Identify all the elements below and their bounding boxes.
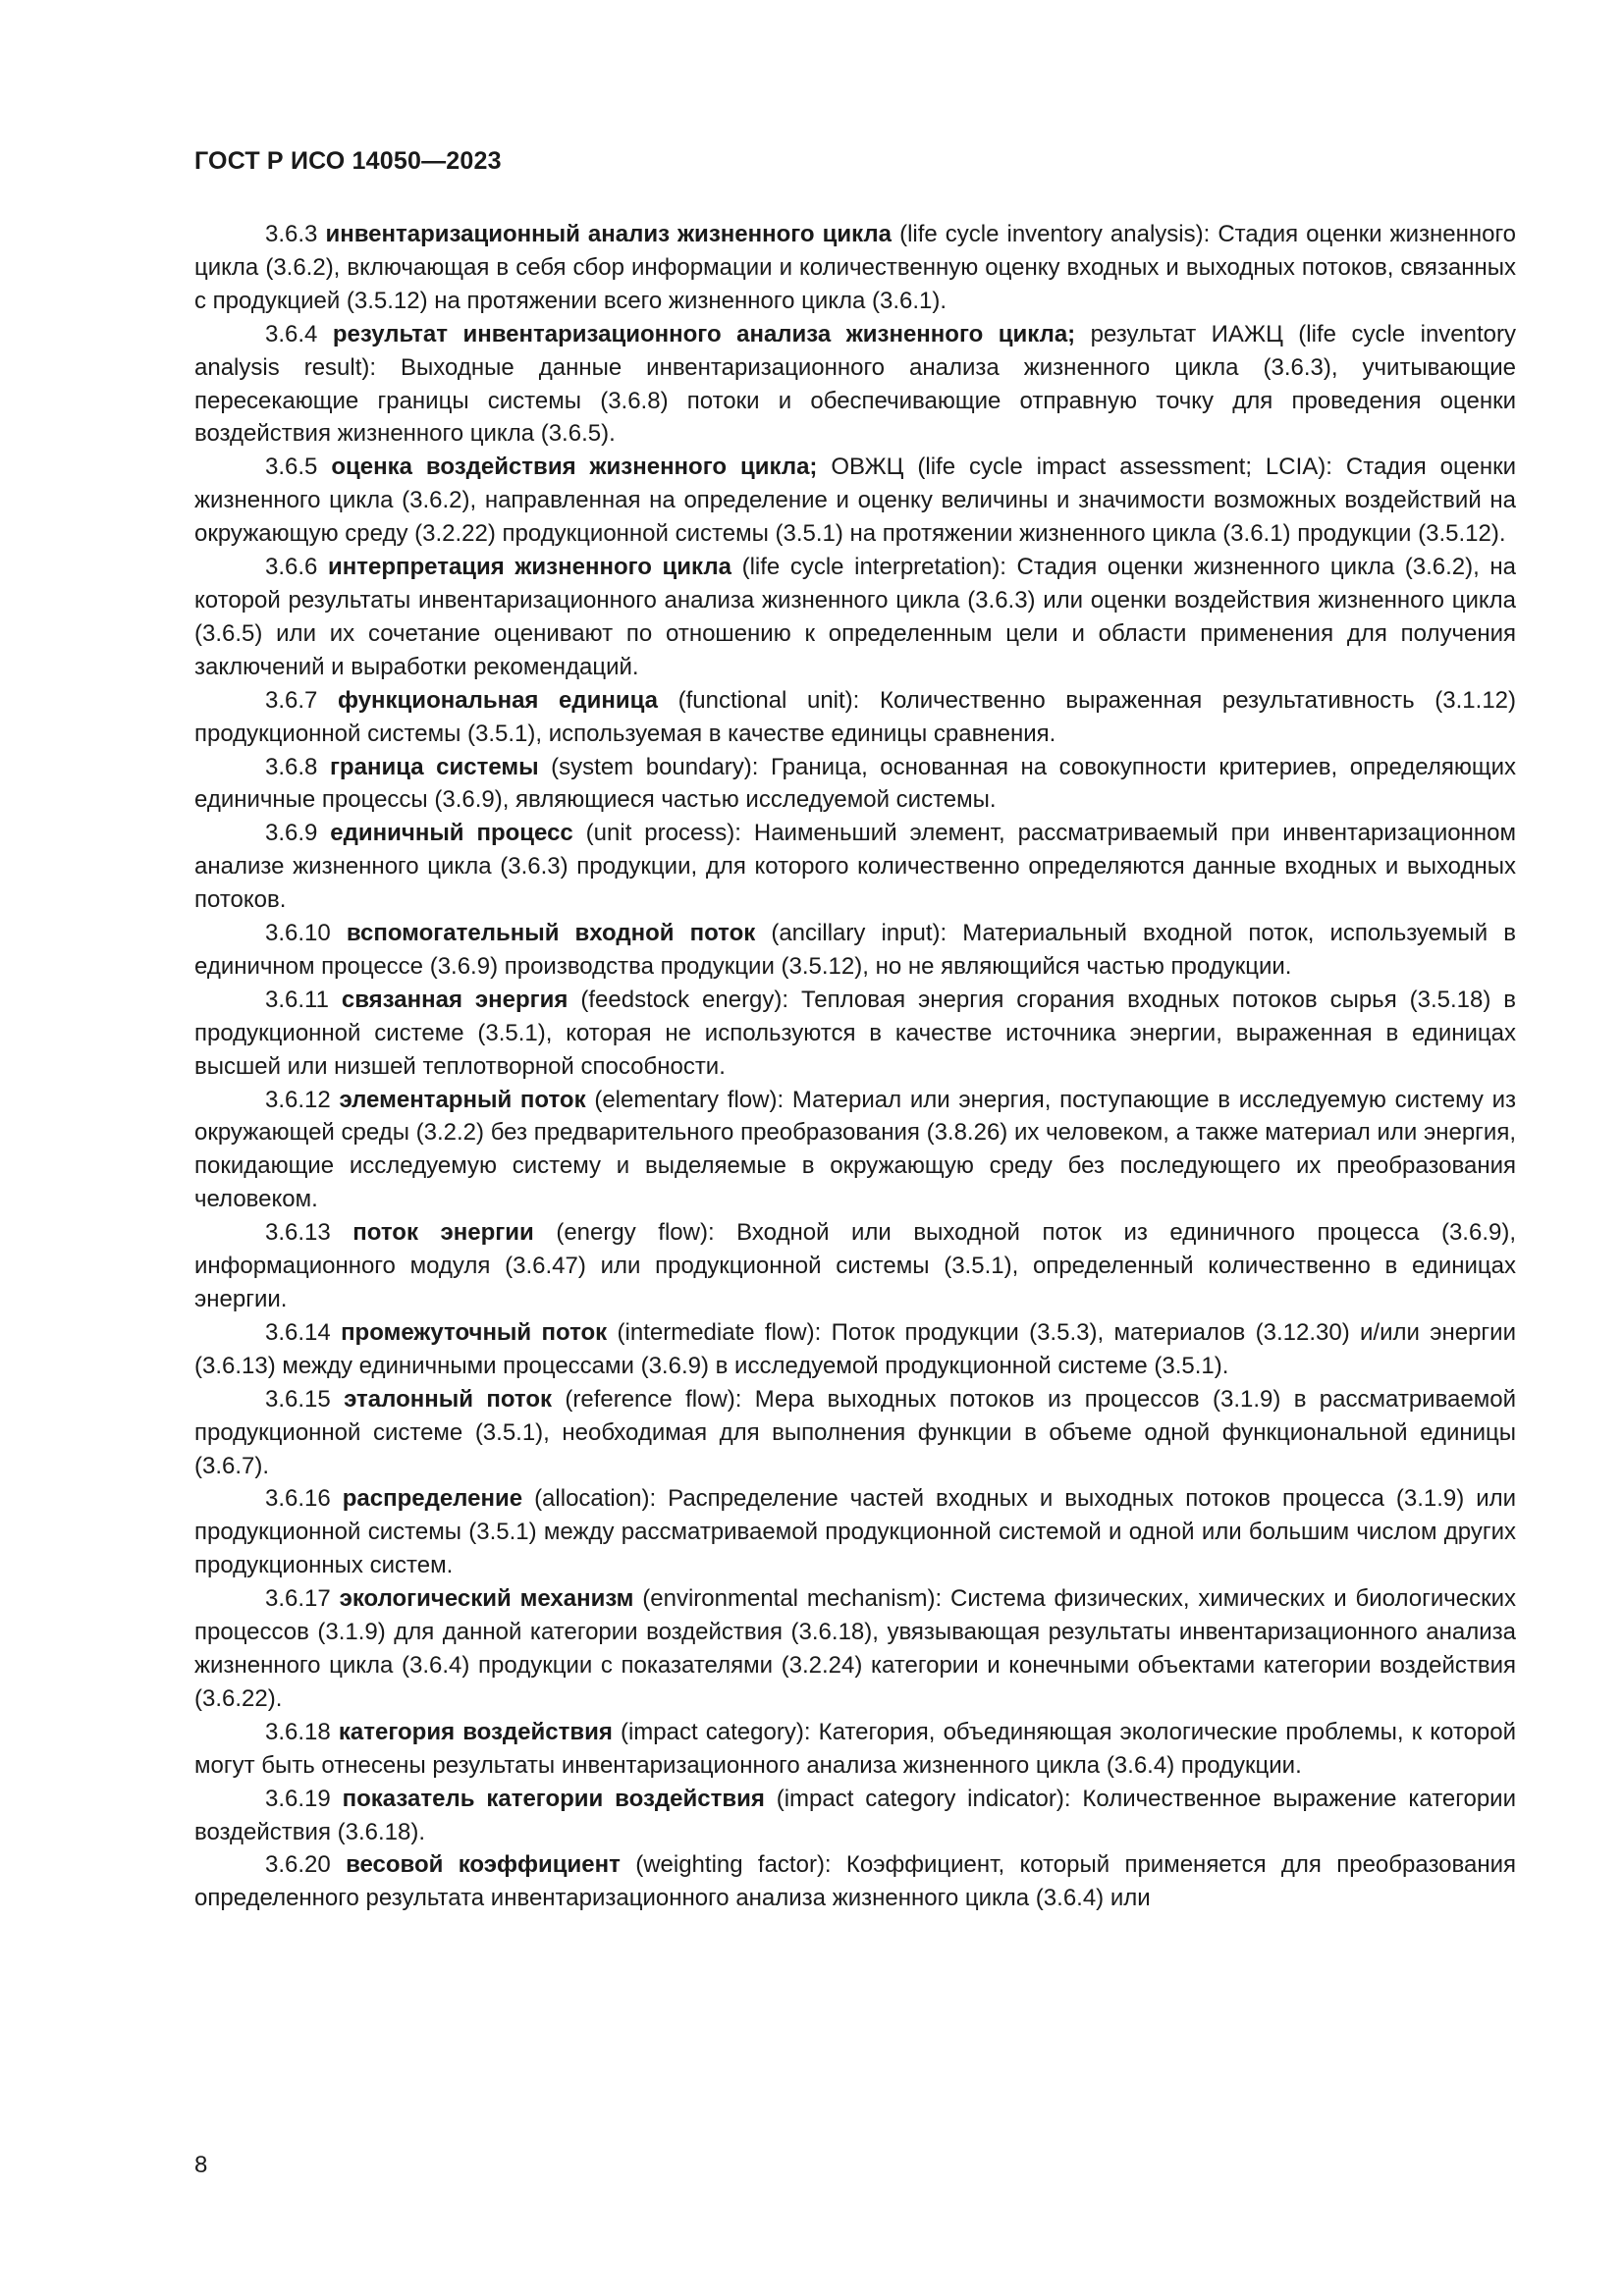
entry-number: 3.6.16 [265, 1485, 331, 1513]
entry-definition: ОВЖЦ (life cycle impact assessment; LCIA): Стадия оценки жизненного цикла (3.6.2), направленная на определение и оценку величины и значимости возможных воздействий на окружающую среду (3.2.22) продукционной системы (3.5.1) на протяжении жизненного цикла (3.6.1) продукции (3.5.12). [194, 454, 1516, 548]
entry-number: 3.6.5 [265, 454, 318, 481]
definition-entry [194, 684, 1516, 751]
entry-definition: (weighting factor): Коэффициент, который применяется для преобразования определенного результата инвентаризационного анализа жизненного цикла (3.6.4) или [194, 1851, 1517, 1912]
entry-number: 3.6.3 [265, 221, 318, 247]
definition-entry [194, 218, 1516, 318]
definition-entry [194, 984, 1516, 1084]
entry-definition: (impact category): Категория, объединяющая экологические проблемы, к которой могут быть отнесены результаты инвентаризационного анализа жизненного цикла (3.6.4) продукции. [194, 1718, 1517, 1779]
entry-number: 3.6.4 [265, 320, 318, 347]
entry-definition: (environmental mechanism): Система физических, химических и биологических процессов (3.1.9) для данной категории воздействия (3.6.18), увязывающая результаты инвентаризационного анализа жизненного цикла (3.6.4) продукции с показателями (3.2.24) категории и конечными объектами категории воздействия (3.6.22). [194, 1585, 1517, 1712]
entry-definition: (functional unit): Количественно выраженная результативность (3.1.12) продукционной системы (3.5.1), используемая в качестве единицы сравнения. [194, 686, 1517, 747]
definition-entry [194, 1582, 1516, 1716]
document-body [194, 218, 1516, 1915]
definition-entry [194, 1848, 1516, 1915]
entry-definition: (feedstock energy): Тепловая энергия сгорания входных потоков сырья (3.5.18) в продукционной системе (3.5.1), которая не используются в качестве источника энергии, выраженная в единицах высшей или низшей теплотворной способности. [194, 986, 1517, 1080]
entry-term: экологический механизм [339, 1585, 634, 1613]
definition-entry [194, 1316, 1516, 1383]
entry-term: распределение [342, 1485, 523, 1513]
entry-number: 3.6.18 [265, 1718, 331, 1745]
entry-number: 3.6.9 [265, 820, 318, 847]
entry-definition: (life cycle inventory analysis): Стадия оценки жизненного цикла (3.6.2), включающая в себя сбор информации и количественную оценку входных и выходных потоков, связанных с продукцией (3.5.12) на протяжении всего жизненного цикла (3.6.1). [194, 221, 1517, 314]
page-number: 8 [194, 2152, 208, 2178]
entry-definition: (ancillary input): Материальный входной поток, используемый в единичном процессе (3.6.9) производства продукции (3.5.12), но не являющийся частью продукции. [194, 920, 1516, 980]
entry-definition: (energy flow): Входной или выходной поток из единичного процесса (3.6.9), информационного модуля (3.6.47) или продукционной системы (3.5.1), определенный количественно в единицах энергии. [194, 1219, 1516, 1312]
entry-number: 3.6.14 [265, 1318, 331, 1346]
entry-number: 3.6.6 [265, 554, 318, 581]
entry-number: 3.6.13 [265, 1219, 331, 1247]
entry-definition: (system boundary): Граница, основанная на совокупности критериев, определяющих единичные процессы (3.6.9), являющиеся частью исследуемой системы. [194, 753, 1516, 814]
entry-definition: (life cycle interpretation): Стадия оценки жизненного цикла (3.6.2), на которой результаты инвентаризационного анализа жизненного цикла (3.6.3) или оценки воздействия жизненного цикла (3.6.5) или их сочетание оценивают по отношению к определенным цели и области применения для получения заключений и выработки рекомендаций. [194, 554, 1517, 680]
entry-definition: (intermediate flow): Поток продукции (3.5.3), материалов (3.12.30) и/или энергии (3.6.13) между единичными процессами (3.6.9) в исследуемой продукционной системе (3.5.1). [194, 1318, 1516, 1379]
entry-definition: (impact category indicator): Количественное выражение категории воздействия (3.6.18). [194, 1785, 1516, 1845]
entry-term: поток энергии [352, 1219, 534, 1247]
entry-term: оценка воздействия жизненного цикла; [331, 454, 818, 481]
entry-number: 3.6.8 [265, 753, 318, 780]
entry-term: весовой коэффициент [346, 1851, 621, 1879]
entry-term: единичный процесс [330, 820, 573, 847]
entry-number: 3.6.11 [265, 986, 329, 1013]
entry-term: граница системы [329, 753, 539, 780]
entry-number: 3.6.7 [265, 686, 318, 714]
definition-entry [194, 1084, 1516, 1217]
definition-entry [194, 451, 1516, 551]
entry-term: категория воздействия [338, 1718, 613, 1745]
definition-entry [194, 751, 1516, 818]
document-header: ГОСТ Р ИСО 14050—2023 [194, 147, 502, 175]
entry-term: эталонный поток [344, 1385, 552, 1413]
definition-entry [194, 1216, 1516, 1316]
entry-definition: (reference flow): Мера выходных потоков из процессов (3.1.9) в рассматриваемой продукционной системе (3.5.1), необходимая для выполнения функции в объеме одной функциональной единицы (3.6.7). [194, 1385, 1516, 1479]
entry-number: 3.6.12 [265, 1086, 331, 1113]
entry-number: 3.6.17 [265, 1585, 331, 1613]
entry-term: показатель категории воздействия [342, 1785, 765, 1812]
entry-number: 3.6.20 [265, 1851, 331, 1879]
definition-entry [194, 1783, 1516, 1849]
definition-entry [194, 1383, 1516, 1483]
definition-entry [194, 1482, 1516, 1582]
definition-entry [194, 817, 1516, 917]
entry-definition: (unit process): Наименьший элемент, рассматриваемый при инвентаризационном анализе жизненного цикла (3.6.3) продукции, для которого количественно определяются данные входных и выходных потоков. [194, 820, 1517, 914]
entry-definition: (elementary flow): Материал или энергия, поступающие в исследуемую систему из окружающей среды (3.2.2) без предварительного преобразования (3.8.26) их человеком, а также материал или энергия, покидающие исследуемую систему и выделяемые в окружающую среду без последующего их преобразования человеком. [194, 1086, 1516, 1213]
entry-term: элементарный поток [339, 1086, 586, 1113]
entry-definition: (allocation): Распределение частей входных и выходных потоков процесса (3.1.9) или продукционной системы (3.5.1) между рассматриваемой продукционной системой и одной или большим числом других продукционных систем. [194, 1485, 1517, 1579]
entry-definition: результат ИАЖЦ (life cycle inventory analysis result): Выходные данные инвентаризационного анализа жизненного цикла (3.6.3), учитывающие пересекающие границы системы (3.6.8) потоки и обеспечивающие отправную точку для проведения оценки воздействия жизненного цикла (3.6.5). [194, 320, 1516, 448]
entry-term: функциональная единица [338, 686, 659, 714]
entry-term: промежуточный поток [341, 1318, 608, 1346]
entry-term: инвентаризационный анализ жизненного цикла [325, 221, 893, 247]
entry-term: интерпретация жизненного цикла [328, 554, 731, 581]
definition-entry [194, 318, 1516, 452]
definition-entry [194, 551, 1516, 684]
entry-number: 3.6.10 [265, 920, 331, 947]
entry-term: результат инвентаризационного анализа жизненного цикла; [332, 320, 1076, 347]
entry-term: вспомогательный входной поток [346, 920, 756, 947]
entry-number: 3.6.19 [265, 1785, 331, 1812]
entry-term: связанная энергия [341, 986, 568, 1013]
definition-entry [194, 917, 1516, 984]
entry-number: 3.6.15 [265, 1385, 331, 1413]
definition-entry [194, 1716, 1516, 1783]
